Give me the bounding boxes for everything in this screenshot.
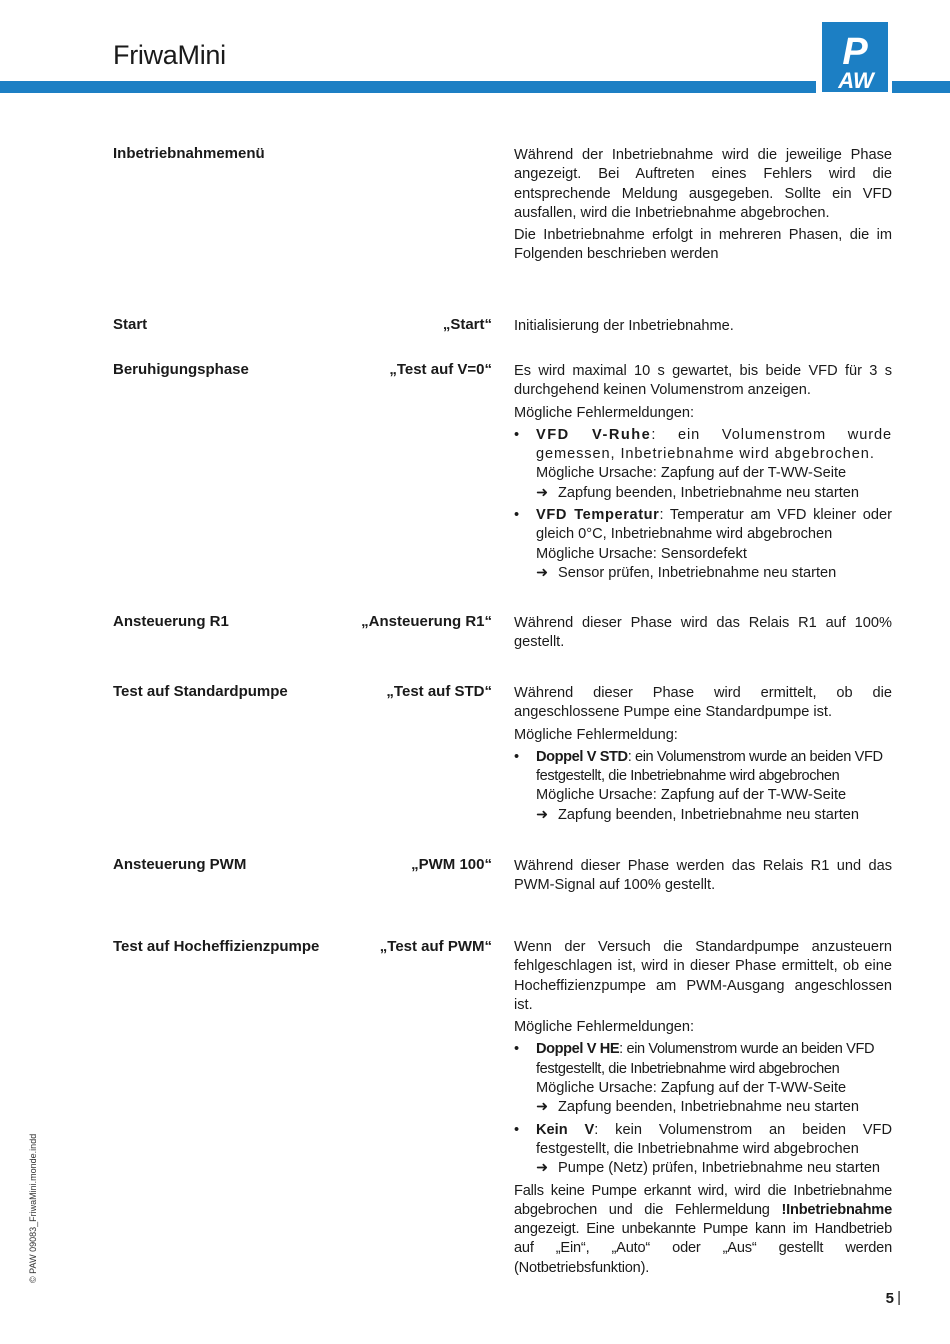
item-cause: Mögliche Ursache: Sensordefekt: [536, 545, 747, 562]
item-cause: Mögliche Ursache: Zapfung auf der T-WW-Seite: [536, 465, 847, 482]
section-heading-ansteuerung-r1: Ansteuerung R1: [113, 613, 229, 630]
item-action: [536, 564, 892, 583]
section-body-start: [514, 317, 892, 339]
arrow-right-icon: ➜: [536, 484, 549, 501]
page-number: 5: [885, 1290, 894, 1307]
section-heading-start: Start: [113, 316, 148, 333]
section-heading-test-auf-standardpumpe: Test auf Standardpumpe: [113, 683, 288, 700]
list-item: [514, 748, 892, 825]
item-action: [536, 484, 892, 503]
paragraph: Die Inbetriebnahme erfolgt in mehreren Phasen, die im Folgenden beschrieben werden: [514, 227, 892, 263]
item-text: : ein Volumenstrom wurde gemessen, Inbetriebnahme wird abgebrochen.: [536, 426, 892, 463]
paragraph: Während dieser Phase wird ermittelt, ob die angeschlossene Pumpe eine Standardpumpe ist.: [514, 685, 892, 721]
error-list: [514, 748, 892, 825]
item-description: [536, 748, 892, 787]
item-action: [536, 1098, 892, 1117]
arrow-right-icon: ➜: [536, 1099, 549, 1116]
error-term: Doppel V STD: [536, 748, 628, 765]
display-text-test-auf-std: „Test auf STD“: [386, 683, 492, 700]
paw-logo: [816, 20, 892, 94]
page-separator: |: [897, 1289, 901, 1306]
arrow-right-icon: ➜: [536, 1160, 549, 1177]
item-cause: Mögliche Ursache: Zapfung auf der T-WW-Seite: [536, 1080, 847, 1097]
item-description: [536, 1040, 892, 1079]
section-heading-beruhigungsphase: Beruhigungsphase: [113, 361, 249, 378]
item-description: [536, 1121, 892, 1160]
paragraph: Mögliche Fehlermeldungen:: [514, 404, 695, 421]
list-item: [514, 1121, 892, 1179]
paragraph: Während dieser Phase wird das Relais R1 auf 100% gestellt.: [514, 615, 892, 651]
list-item: [514, 1040, 892, 1117]
closing-text: angezeigt. Eine unbekannte Pumpe kann im Handbetrieb auf „Ein“, „Auto“ oder „Aus“ gestellt werden (Notbetriebsfunktion).: [514, 1221, 892, 1276]
action-text: Sensor prüfen, Inbetriebnahme neu starten: [558, 564, 837, 581]
svg-text:P: P: [842, 31, 868, 73]
bullet: •: [514, 1121, 520, 1138]
svg-text:AW: AW: [838, 68, 874, 93]
item-text: : kein Volumenstrom an beiden VFD festgestellt, die Inbetriebnahme wird abgebrochen: [536, 1121, 892, 1157]
section-body-beruhigungsphase: [514, 362, 892, 586]
paragraph: Wenn der Versuch die Standardpumpe anzusteuern fehlgeschlagen ist, wird in dieser Phase ermittelt, ob eine Hocheffizienzpumpe am PWM-Ausgang angeschlossen ist.: [514, 939, 892, 1013]
action-text: Zapfung beenden, Inbetriebnahme neu starten: [558, 806, 860, 823]
paragraph: Initialisierung der Inbetriebnahme.: [514, 318, 734, 334]
closing-text: Falls keine Pumpe erkannt wird, wird die Inbetriebnahme abgebrochen und die Fehlermeldung: [514, 1182, 892, 1218]
error-list: [514, 1040, 892, 1178]
section-body-ansteuerung-r1: [514, 614, 892, 656]
header-bar: [0, 81, 950, 93]
section-body-inbetriebnahmemenue: [514, 146, 892, 268]
error-term: Kein V: [536, 1121, 595, 1138]
list-item: [514, 426, 892, 503]
paragraph: Während dieser Phase werden das Relais R1 und das PWM-Signal auf 100% gestellt.: [514, 858, 892, 894]
section-body-ansteuerung-pwm: [514, 857, 892, 899]
item-action: [536, 806, 892, 825]
bullet: •: [514, 507, 520, 524]
section-heading-ansteuerung-pwm: Ansteuerung PWM: [113, 856, 247, 873]
item-action: [536, 1159, 892, 1178]
list-item: [514, 506, 892, 583]
display-text-ansteuerung-r1: „Ansteuerung R1“: [361, 613, 492, 630]
bullet: •: [514, 426, 520, 443]
item-cause: Mögliche Ursache: Zapfung auf der T-WW-Seite: [536, 787, 847, 804]
error-message-name: !Inbetriebnahme: [781, 1201, 892, 1218]
display-text-test-auf-pwm: „Test auf PWM“: [379, 938, 492, 955]
closing-paragraph: [514, 1182, 892, 1278]
section-body-test-auf-standardpumpe: [514, 684, 892, 828]
item-description: [536, 506, 892, 545]
paragraph: Es wird maximal 10 s gewartet, bis beide VFD für 3 s durchgehend keinen Volumenstrom anzeigen.: [514, 363, 892, 399]
section-body-test-auf-hocheffizienzpumpe: [514, 938, 892, 1281]
action-text: Pumpe (Netz) prüfen, Inbetriebnahme neu starten: [558, 1160, 881, 1177]
error-list: [514, 426, 892, 583]
section-heading-inbetriebnahmemenue: Inbetriebnahmemenü: [113, 145, 265, 162]
error-term: VFD V-Ruhe: [536, 426, 652, 443]
copyright-note: © PAW 09083_FriwaMini.monde.indd: [28, 1133, 38, 1283]
bullet: •: [514, 1041, 520, 1058]
display-text-start: „Start“: [442, 316, 492, 333]
display-text-pwm-100: „PWM 100“: [411, 856, 492, 873]
paragraph: Mögliche Fehlermeldungen:: [514, 1019, 695, 1036]
display-text-beruhigungsphase: „Test auf V=0“: [389, 361, 492, 378]
arrow-right-icon: ➜: [536, 806, 549, 823]
arrow-right-icon: ➜: [536, 564, 549, 581]
paragraph: Mögliche Fehlermeldung:: [514, 726, 678, 743]
action-text: Zapfung beenden, Inbetriebnahme neu starten: [558, 1099, 860, 1116]
bullet: •: [514, 748, 520, 765]
item-text: : Temperatur am VFD kleiner oder gleich 0°C, Inbetriebnahme wird abgebrochen: [536, 507, 892, 543]
action-text: Zapfung beenden, Inbetriebnahme neu starten: [558, 484, 860, 501]
item-text: : ein Volumenstrom wurde an beiden VFD festgestellt, die Inbetriebnahme wird abgebrochen: [536, 1041, 875, 1077]
item-description: [536, 426, 892, 465]
error-term: Doppel V HE: [536, 1041, 620, 1058]
section-heading-test-auf-hocheffizienzpumpe: Test auf Hocheffizienzpumpe: [113, 938, 320, 955]
document-title: FriwaMini: [113, 40, 226, 70]
error-term: VFD Temperatur: [536, 507, 660, 524]
paragraph: Während der Inbetriebnahme wird die jeweilige Phase angezeigt. Bei Auftreten eines Fehlers wird die entsprechende Meldung ausgegeben. Sollte ein VFD ausfallen, wird die Inbetriebnahme abgebrochen.: [514, 147, 892, 221]
item-text: : ein Volumenstrom wurde an beiden VFD festgestellt, die Inbetriebnahme wird abgebrochen: [536, 748, 883, 785]
